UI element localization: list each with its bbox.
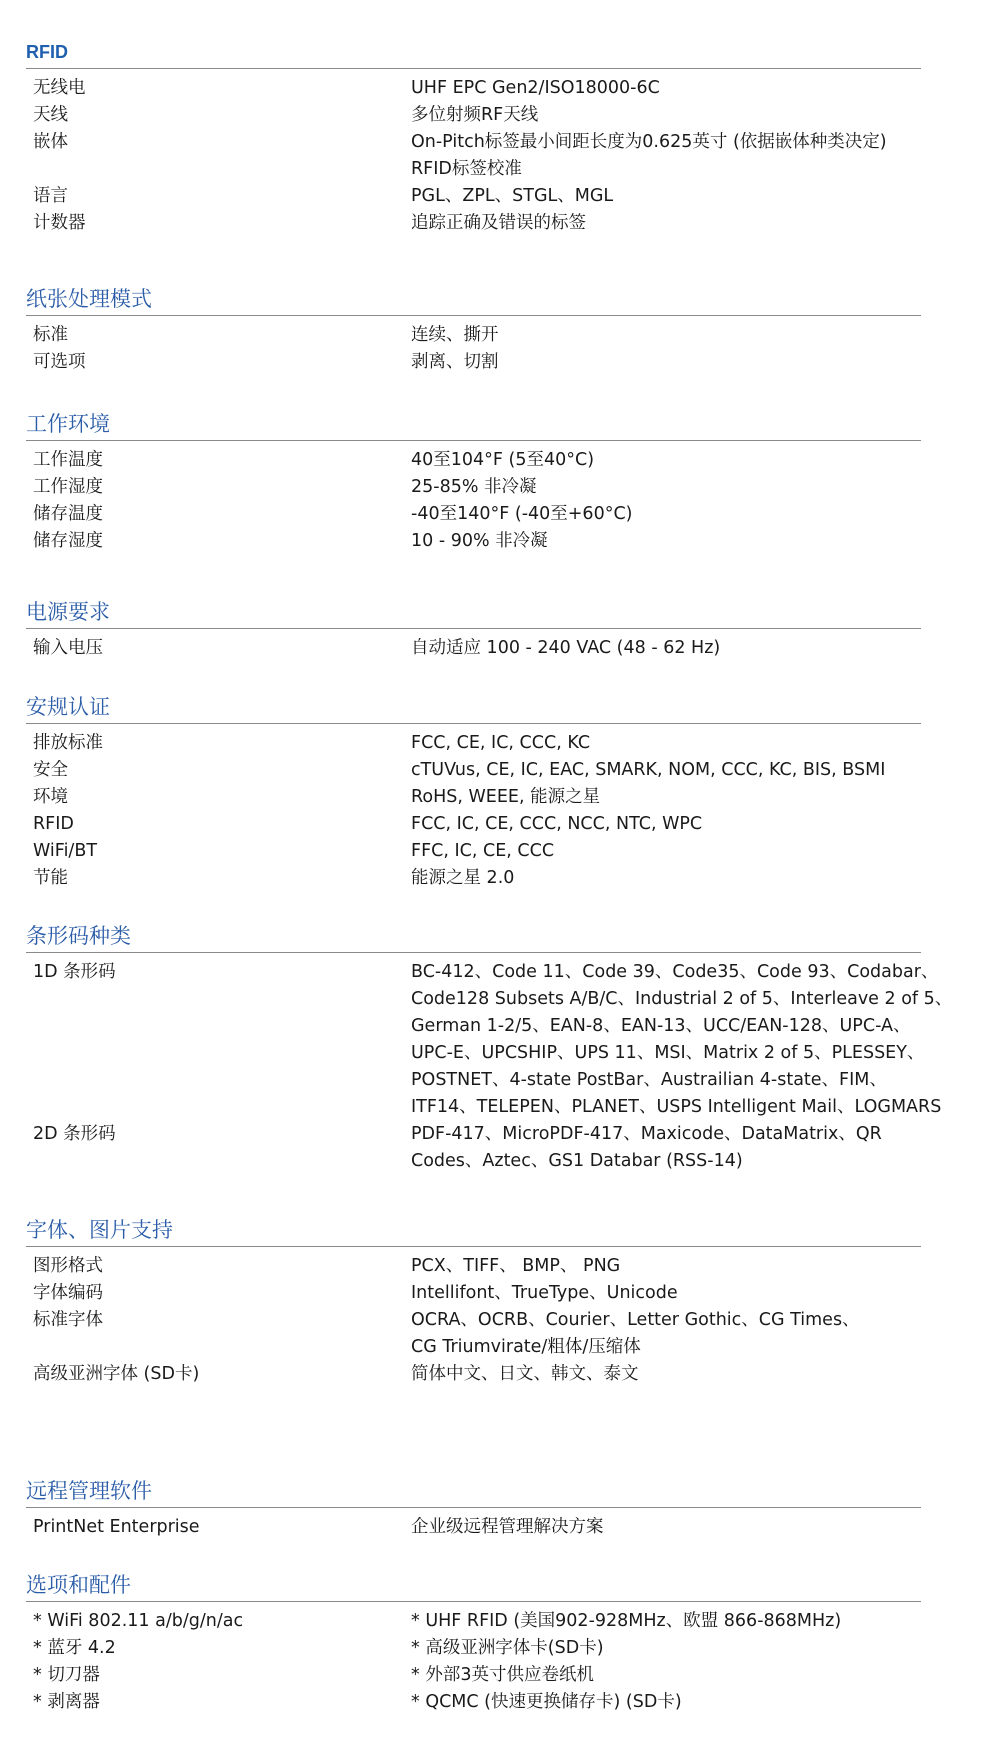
spec-label: 输入电压 (33, 638, 103, 658)
spec-value (411, 959, 952, 1121)
section-paper-handling (26, 285, 921, 376)
spec-value (411, 1689, 921, 1716)
spec-row (26, 349, 921, 376)
section-title: 电源要求 (26, 598, 921, 629)
spec-label: * 蓝牙 4.2 (33, 1638, 116, 1658)
spec-label: 图形格式 (33, 1256, 103, 1276)
spec-value (411, 838, 921, 865)
spec-value (411, 102, 921, 129)
spec-value-line: * UHF RFID (美国902-928MHz、欧盟 866-868MHz) (411, 1611, 842, 1631)
spec-value-line: * 外部3英寸供应卷纸机 (411, 1665, 594, 1685)
spec-label: 字体编码 (33, 1283, 103, 1303)
spec-row (26, 501, 921, 528)
spec-value (411, 183, 921, 210)
spec-value-line: PDF-417、MicroPDF-417、Maxicode、DataMatrix、QR (411, 1124, 882, 1144)
spec-row (26, 1361, 921, 1388)
spec-value (411, 210, 921, 237)
spec-row (26, 129, 921, 183)
spec-row (26, 838, 921, 865)
spec-value (411, 474, 921, 501)
spec-row (26, 1689, 921, 1716)
spec-row (26, 784, 921, 811)
spec-label: 2D 条形码 (33, 1124, 116, 1144)
spec-value (411, 1121, 921, 1175)
spec-row (26, 959, 953, 1121)
spec-row (26, 757, 921, 784)
spec-value-line: UPC-E、UPCSHIP、UPS 11、MSI、Matrix 2 of 5、PLESSEY、 (411, 1043, 925, 1063)
spec-row (26, 183, 921, 210)
section-title: 条形码种类 (26, 922, 921, 953)
section-remote-management (26, 1477, 921, 1541)
spec-label: 标准 (33, 325, 68, 345)
spec-value-line: 企业级远程管理解决方案 (411, 1517, 604, 1537)
spec-value-line: FCC, CE, IC, CCC, KC (411, 733, 591, 753)
spec-value (411, 528, 921, 555)
spec-row (26, 1253, 921, 1280)
spec-row (26, 1280, 921, 1307)
spec-value-line: On-Pitch标签最小间距长度为0.625英寸 (依据嵌体种类决定) (411, 132, 887, 152)
spec-label: 标准字体 (33, 1310, 103, 1330)
spec-label: 嵌体 (33, 132, 68, 152)
section-power (26, 598, 921, 662)
section-title: 纸张处理模式 (26, 285, 921, 316)
spec-value-line: CG Triumvirate/粗体/压缩体 (411, 1337, 641, 1357)
spec-value (411, 322, 921, 349)
spec-value-line: 简体中文、日文、韩文、泰文 (411, 1364, 639, 1384)
spec-value-line: 25-85% 非冷凝 (411, 477, 537, 497)
spec-value-line: FCC, IC, CE, CCC, NCC, NTC, WPC (411, 814, 703, 834)
spec-value-line: Intellifont、TrueType、Unicode (411, 1283, 678, 1303)
spec-label: 无线电 (33, 78, 86, 98)
spec-value-line: 自动适应 100 - 240 VAC (48 - 62 Hz) (411, 638, 721, 658)
spec-value (411, 1253, 921, 1280)
spec-value-line: POSTNET、4-state PostBar、Austrailian 4-state、FIM、 (411, 1070, 887, 1090)
spec-value-line: -40至140°F (-40至+60°C) (411, 504, 633, 524)
spec-value (411, 447, 921, 474)
section-title: 工作环境 (26, 410, 921, 441)
spec-value-line: RoHS, WEEE, 能源之星 (411, 787, 601, 807)
spec-label: WiFi/BT (33, 841, 98, 861)
spec-row (26, 811, 921, 838)
spec-value-line: German 1-2/5、EAN-8、EAN-13、UCC/EAN-128、UPC-A、 (411, 1016, 911, 1036)
spec-label: RFID (33, 814, 74, 834)
spec-label: 排放标准 (33, 733, 103, 753)
spec-value (411, 1361, 921, 1388)
spec-value-line: 剥离、切割 (411, 352, 499, 372)
spec-row (26, 635, 921, 662)
spec-value (411, 1280, 921, 1307)
spec-value-line: ITF14、TELEPEN、PLANET、USPS Intelligent Mail、LOGMARS (411, 1097, 942, 1117)
spec-label: * WiFi 802.11 a/b/g/n/ac (33, 1611, 244, 1631)
spec-value (411, 730, 921, 757)
section-title: 选项和配件 (26, 1571, 921, 1602)
spec-row (26, 1662, 921, 1689)
spec-row (26, 730, 921, 757)
spec-row (26, 865, 921, 892)
spec-value-line: 能源之星 2.0 (411, 868, 515, 888)
spec-value (411, 784, 921, 811)
section-environment (26, 410, 921, 555)
spec-row (26, 102, 921, 129)
spec-value (411, 1307, 921, 1361)
spec-row (26, 322, 921, 349)
spec-value (411, 501, 921, 528)
spec-value (411, 1608, 921, 1635)
spec-value (411, 75, 921, 102)
spec-label: 计数器 (33, 213, 86, 233)
spec-row (26, 474, 921, 501)
section-barcode (26, 922, 953, 1175)
spec-value-line: FFC, IC, CE, CCC (411, 841, 555, 861)
spec-value-line: BC-412、Code 11、Code 39、Code35、Code 93、Codabar、 (411, 962, 939, 982)
spec-row (26, 75, 921, 102)
spec-row (26, 1121, 921, 1175)
spec-row (26, 1514, 921, 1541)
spec-label: 高级亚洲字体 (SD卡) (33, 1364, 200, 1384)
spec-value (411, 635, 921, 662)
spec-label: 工作湿度 (33, 477, 103, 497)
spec-label: 天线 (33, 105, 68, 125)
spec-label: 可选项 (33, 352, 86, 372)
section-fonts-graphics (26, 1216, 921, 1388)
spec-value (411, 811, 921, 838)
spec-label: * 剥离器 (33, 1692, 100, 1712)
spec-label: 工作温度 (33, 450, 103, 470)
spec-value (411, 1635, 921, 1662)
spec-value (411, 1514, 921, 1541)
spec-row (26, 210, 921, 237)
section-title: 安规认证 (26, 693, 921, 724)
spec-value (411, 757, 921, 784)
spec-label: 1D 条形码 (33, 962, 116, 982)
spec-value-line: 10 - 90% 非冷凝 (411, 531, 548, 551)
spec-label: * 切刀器 (33, 1665, 100, 1685)
spec-value (411, 865, 921, 892)
spec-value-line: PGL、ZPL、STGL、MGL (411, 186, 614, 206)
spec-value-line: 连续、撕开 (411, 325, 499, 345)
section-rfid (26, 38, 921, 237)
spec-row (26, 1635, 921, 1662)
spec-value-line: * 高级亚洲字体卡(SD卡) (411, 1638, 604, 1658)
spec-label: 储存温度 (33, 504, 103, 524)
section-title: RFID (26, 38, 921, 69)
spec-row (26, 447, 921, 474)
spec-value-line: Code128 Subsets A/B/C、Industrial 2 of 5、Interleave 2 of 5、 (411, 989, 953, 1009)
spec-value-line: RFID标签校准 (411, 159, 522, 179)
spec-value-line: UHF EPC Gen2/ISO18000-6C (411, 78, 660, 98)
spec-value-line: 追踪正确及错误的标签 (411, 213, 586, 233)
section-title: 字体、图片支持 (26, 1216, 921, 1247)
section-title: 远程管理软件 (26, 1477, 921, 1508)
spec-value-line: 多位射频RF天线 (411, 105, 539, 125)
spec-label: 语言 (33, 186, 68, 206)
section-options-accessories (26, 1571, 921, 1716)
spec-label: 安全 (33, 760, 68, 780)
spec-label: PrintNet Enterprise (33, 1517, 200, 1537)
section-certification (26, 693, 921, 892)
spec-value-line: PCX、TIFF、 BMP、 PNG (411, 1256, 621, 1276)
spec-value-line: cTUVus, CE, IC, EAC, SMARK, NOM, CCC, KC, BIS, BSMI (411, 760, 886, 780)
spec-row (26, 528, 921, 555)
spec-value-line: * QCMC (快速更换储存卡) (SD卡) (411, 1692, 682, 1712)
spec-value-line: OCRA、OCRB、Courier、Letter Gothic、CG Times、 (411, 1310, 860, 1330)
spec-label: 储存湿度 (33, 531, 103, 551)
spec-value (411, 1662, 921, 1689)
spec-label: 环境 (33, 787, 68, 807)
spec-value-line: Codes、Aztec、GS1 Databar (RSS-14) (411, 1151, 743, 1171)
spec-row (26, 1608, 921, 1635)
spec-value (411, 129, 921, 183)
spec-label: 节能 (33, 868, 68, 888)
spec-row (26, 1307, 921, 1361)
spec-value (411, 349, 921, 376)
spec-value-line: 40至104°F (5至40°C) (411, 450, 595, 470)
